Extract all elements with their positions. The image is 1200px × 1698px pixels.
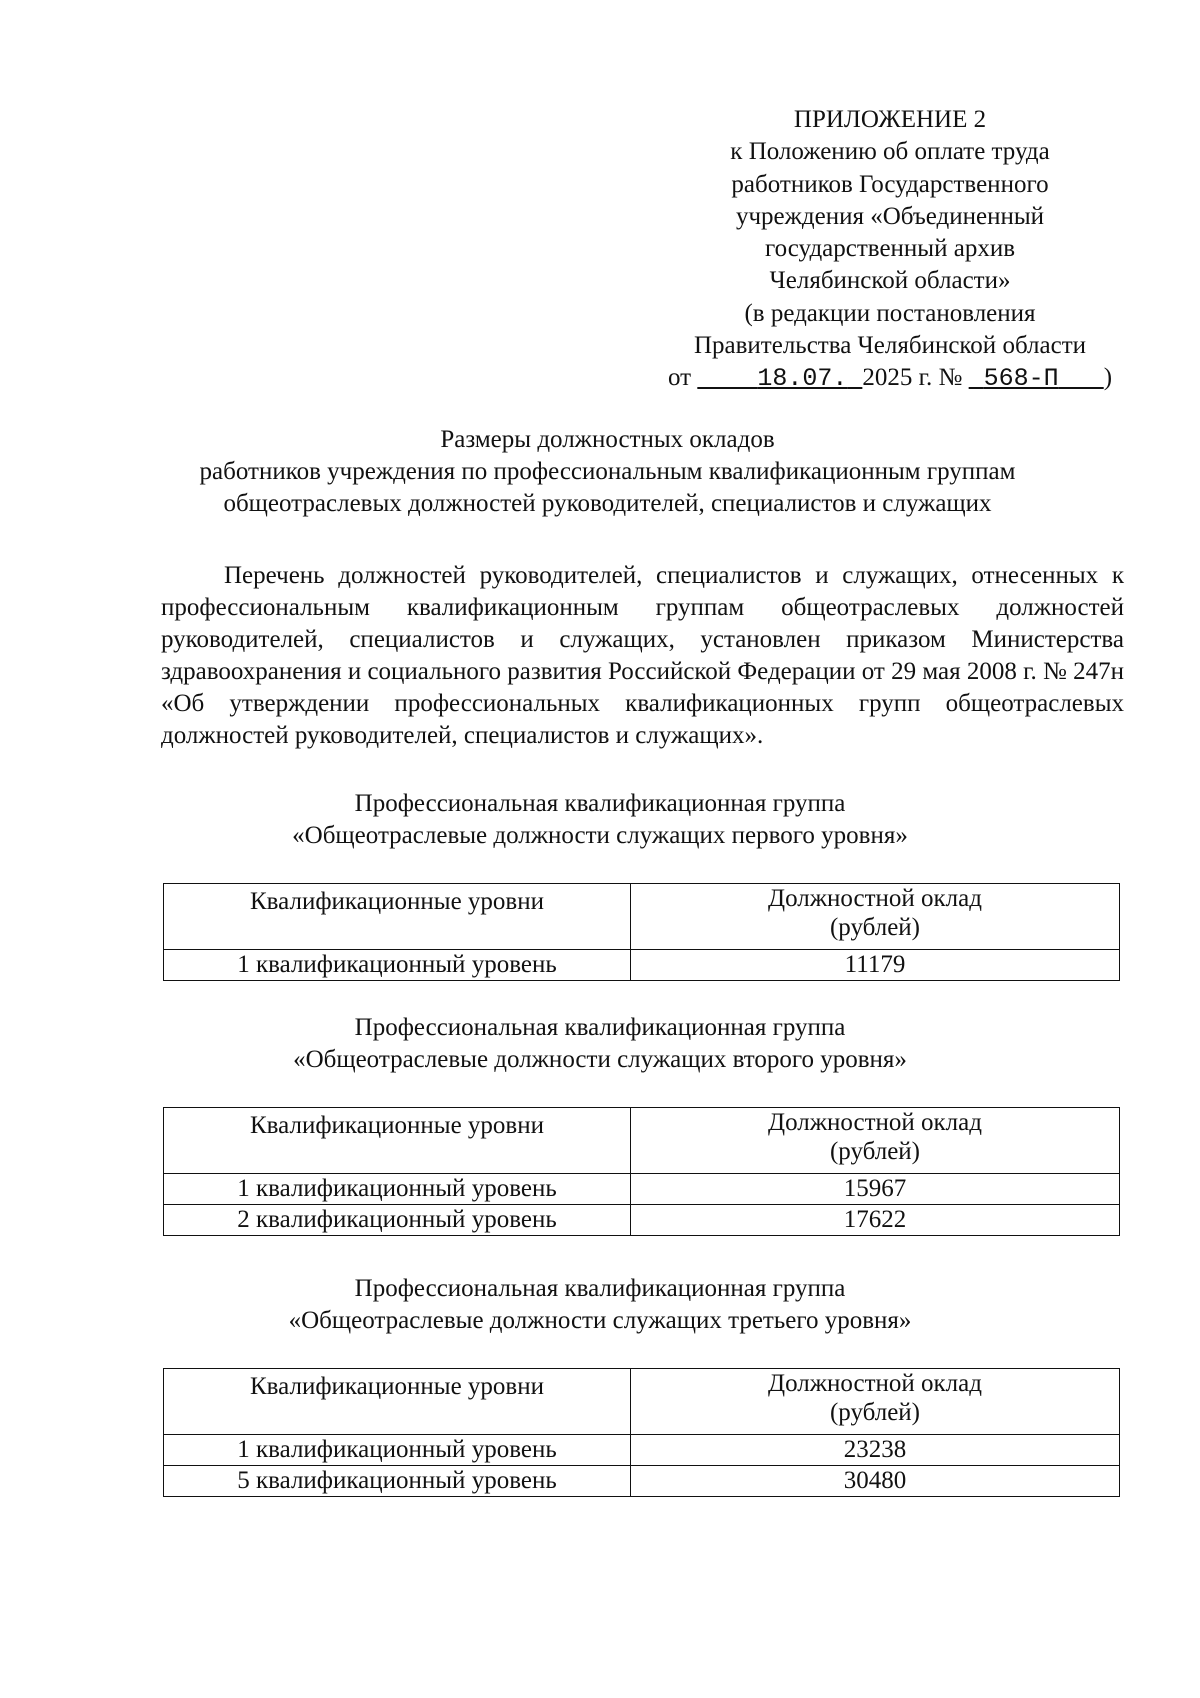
table-row [164, 1174, 1120, 1205]
salary-table-2 [163, 1107, 1120, 1236]
header-salary: Должностной оклад (рублей) [631, 1108, 1120, 1174]
decree-date-line [660, 362, 1120, 395]
salary-cell: 15967 [631, 1174, 1120, 1205]
salary-table-1 [163, 883, 1120, 981]
group-title-1 [150, 788, 1050, 852]
table-header-row [164, 1369, 1120, 1435]
table-header-row [164, 884, 1120, 950]
title-line: Размеры должностных окладов [440, 426, 775, 453]
table-row [164, 950, 1120, 981]
table-row [164, 1205, 1120, 1236]
table-row [164, 1435, 1120, 1466]
group-title-line: Профессиональная квалификационная группа [354, 790, 846, 817]
date-suffix: ) [1103, 364, 1113, 392]
salary-cell: 30480 [631, 1466, 1120, 1497]
salary-table-3 [163, 1368, 1120, 1497]
decree-date: 18.07. [757, 364, 848, 394]
group-title-line: Профессиональная квалификационная группа [354, 1014, 846, 1041]
appendix-line: (в редакции постановления [744, 299, 1036, 327]
appendix-line: государственный архив [765, 235, 1015, 263]
level-cell: 2 квалификационный уровень [164, 1205, 631, 1236]
level-cell: 1 квалификационный уровень [164, 1174, 631, 1205]
group-title-line: Профессиональная квалификационная группа [354, 1275, 846, 1302]
group-title-line: «Общеотраслевые должности служащих первого уровня» [292, 822, 908, 849]
level-cell: 5 квалификационный уровень [164, 1466, 631, 1497]
level-cell: 1 квалификационный уровень [164, 950, 631, 981]
decree-year: 2025 г. № [862, 364, 963, 392]
decree-number: 568-П [983, 364, 1059, 394]
appendix-line: Правительства Челябинской области [693, 332, 1087, 360]
level-cell: 1 квалификационный уровень [164, 1435, 631, 1466]
appendix-line: к Положению об оплате труда [730, 138, 1050, 166]
table-row [164, 1466, 1120, 1497]
date-prefix: от [667, 364, 692, 392]
salary-cell: 11179 [631, 950, 1120, 981]
appendix-line: учреждения «Объединенный [735, 202, 1045, 230]
title-line: работников учреждения по профессиональным квалификационным группам [199, 458, 1016, 485]
table-header-row [164, 1108, 1120, 1174]
header-levels: Квалификационные уровни [164, 1369, 631, 1435]
salary-cell: 17622 [631, 1205, 1120, 1236]
header-levels: Квалификационные уровни [164, 1108, 631, 1174]
header-salary: Должностной оклад (рублей) [631, 1369, 1120, 1435]
intro-paragraph: Перечень должностей руководителей, специалистов и служащих, отнесенных к профессиональным квалификационным группам общеотраслевых должностей руководителей, специалистов и служащих, установлен приказом Министерства здравоохранения и социального развития Российской Федерации от 29 мая 2008 г. № 247н «Об утверждении профессиональных квалификационных групп общеотраслевых должностей руководителей, специалистов и служащих». [161, 562, 1125, 749]
header-levels: Квалификационные уровни [164, 884, 631, 950]
group-title-line: «Общеотраслевые должности служащих третьего уровня» [288, 1307, 912, 1334]
group-title-line: «Общеотраслевые должности служащих второго уровня» [293, 1046, 907, 1073]
salary-cell: 23238 [631, 1435, 1120, 1466]
appendix-line: Челябинской области» [769, 267, 1011, 295]
title-line: общеотраслевых должностей руководителей, специалистов и служащих [223, 490, 992, 517]
appendix-heading: ПРИЛОЖЕНИЕ 2 [793, 106, 987, 133]
document-title [130, 424, 1085, 520]
group-title-3 [150, 1273, 1050, 1337]
group-title-2 [150, 1012, 1050, 1076]
appendix-line: работников Государственного [731, 170, 1049, 198]
appendix-block [660, 104, 1120, 396]
header-salary: Должностной оклад (рублей) [631, 884, 1120, 950]
